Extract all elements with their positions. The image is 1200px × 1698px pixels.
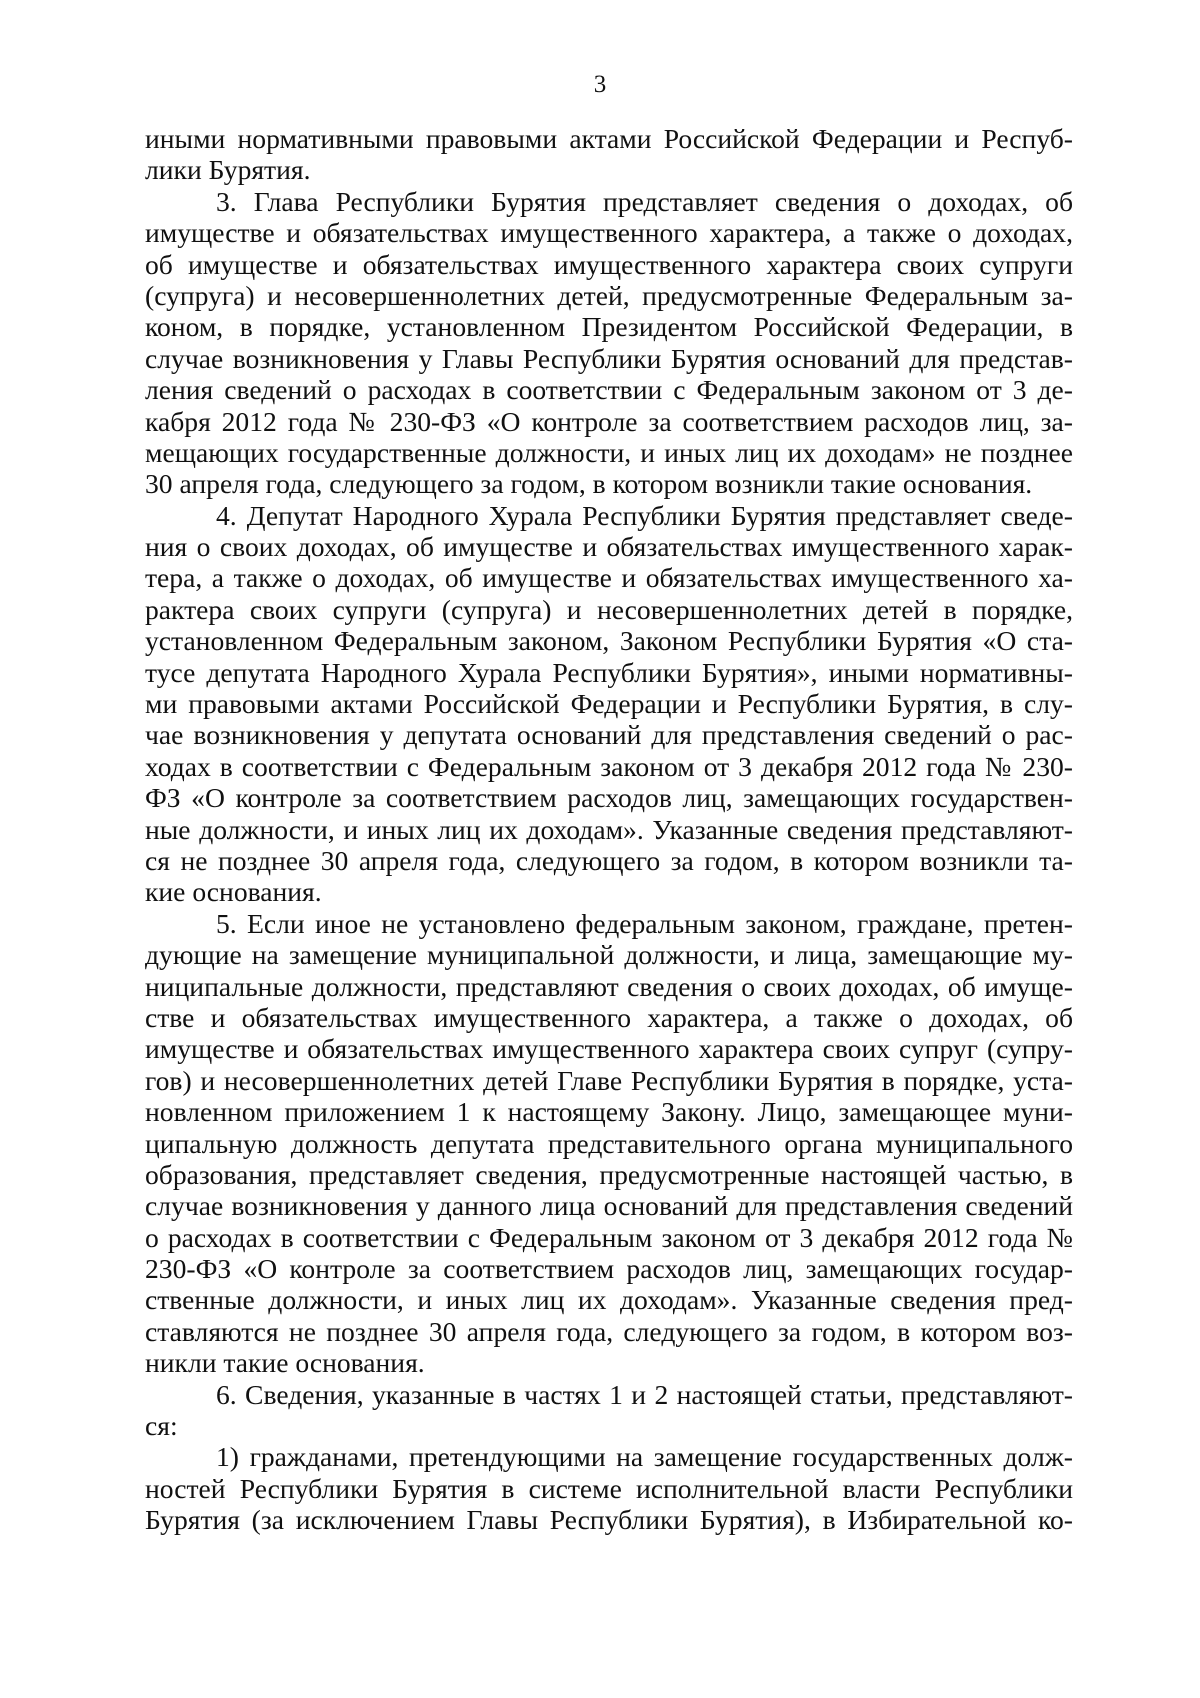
text-line: тера, а также о доходах, об имуществе и обязательствах имущественного ха- [145, 562, 1073, 594]
text-line: 230-ФЗ «О контроле за соответствием расходов лиц, замещающих государ- [145, 1253, 1073, 1285]
text-line: об имуществе и обязательствах имущественного характера своих супруги [145, 248, 1073, 280]
text-line: гов) и несовершеннолетних детей Главе Республики Бурятия в порядке, уста- [145, 1064, 1073, 1096]
text-line: имуществе и обязательствах имущественного характера, а также о доходах, [145, 217, 1073, 249]
text-line: ципальную должность депутата представительного органа муниципального [145, 1127, 1073, 1159]
text-line: установленном Федеральным законом, Законом Республики Бурятия «О ста- [145, 625, 1073, 657]
text-line: ления сведений о расходах в соответствии с Федеральным законом от 3 де- [145, 374, 1073, 406]
text-line: ми правовыми актами Российской Федерации и Республики Бурятия, в слу- [145, 688, 1073, 720]
text-line: ния о своих доходах, об имуществе и обязательствах имущественного харак- [145, 531, 1073, 563]
text-line: ниципальные должности, представляют сведения о своих доходах, об имуще- [145, 970, 1073, 1002]
text-line: ся не позднее 30 апреля года, следующего за годом, в котором возникли та- [145, 844, 1073, 876]
text-line: 4. Депутат Народного Хурала Республики Бурятия представляет сведе- [216, 499, 1073, 531]
text-line: имуществе и обязательствах имущественного характера своих супруг (супру- [145, 1033, 1073, 1065]
text-line: случае возникновения у Главы Республики Бурятия оснований для представ- [145, 342, 1073, 374]
text-line: ФЗ «О контроле за соответствием расходов лиц, замещающих государствен- [145, 782, 1073, 814]
text-line: чае возникновения у депутата оснований для представления сведений о рас- [145, 719, 1073, 751]
text-line: дующие на замещение муниципальной должности, и лица, замещающие му- [145, 939, 1073, 971]
text-line: ностей Республики Бурятия в системе исполнительной власти Республики [145, 1472, 1073, 1504]
text-line: 3. Глава Республики Бурятия представляет сведения о доходах, об [216, 185, 1073, 217]
text-line: 30 апреля года, следующего за годом, в котором возникли такие основания. [145, 468, 1033, 500]
text-line: (супруга) и несовершеннолетних детей, предусмотренные Федеральным за- [145, 279, 1073, 311]
text-line: коном, в порядке, установленном Президентом Российской Федерации, в [145, 311, 1073, 343]
text-line: 5. Если иное не установлено федеральным законом, граждане, претен- [216, 907, 1073, 939]
text-line: стве и обязательствах имущественного характера, а также о доходах, об [145, 1001, 1073, 1033]
document-body [145, 123, 1073, 1536]
text-line: ставляются не позднее 30 апреля года, следующего за годом, в котором воз- [145, 1315, 1073, 1347]
text-line: о расходах в соответствии с Федеральным законом от 3 декабря 2012 года № [145, 1221, 1073, 1253]
text-line: новленном приложением 1 к настоящему Закону. Лицо, замещающее муни- [145, 1096, 1073, 1128]
text-line: иными нормативными правовыми актами Российской Федерации и Респуб- [145, 123, 1073, 154]
text-line: ся: [145, 1410, 178, 1442]
text-line: ходах в соответствии с Федеральным законом от 3 декабря 2012 года № 230- [145, 750, 1073, 782]
page-number: 3 [593, 71, 607, 98]
text-line: образования, представляет сведения, предусмотренные настоящей частью, в [145, 1158, 1073, 1190]
text-line: мещающих государственные должности, и иных лиц их доходам» не позднее [145, 436, 1073, 468]
text-line: 1) гражданами, претендующими на замещение государственных долж- [216, 1441, 1073, 1473]
text-line: 6. Сведения, указанные в частях 1 и 2 настоящей статьи, представляют- [216, 1378, 1073, 1410]
text-line: кие основания. [145, 876, 322, 908]
text-line: ные должности, и иных лиц их доходам». Указанные сведения представляют- [145, 813, 1073, 845]
text-line: кабря 2012 года № 230-ФЗ «О контроле за соответствием расходов лиц, за- [145, 405, 1073, 437]
text-line: рактера своих супруги (супруга) и несовершеннолетних детей в порядке, [145, 593, 1073, 625]
text-line: случае возникновения у данного лица оснований для представления сведений [145, 1190, 1073, 1222]
text-line: лики Бурятия. [145, 154, 311, 186]
text-line: никли такие основания. [145, 1347, 425, 1379]
text-line: тусе депутата Народного Хурала Республики Бурятия», иными нормативны- [145, 656, 1073, 688]
text-line: ственные должности, и иных лиц их доходам». Указанные сведения пред- [145, 1284, 1073, 1316]
text-line: Бурятия (за исключением Главы Республики Бурятия), в Избирательной ко- [145, 1504, 1073, 1536]
